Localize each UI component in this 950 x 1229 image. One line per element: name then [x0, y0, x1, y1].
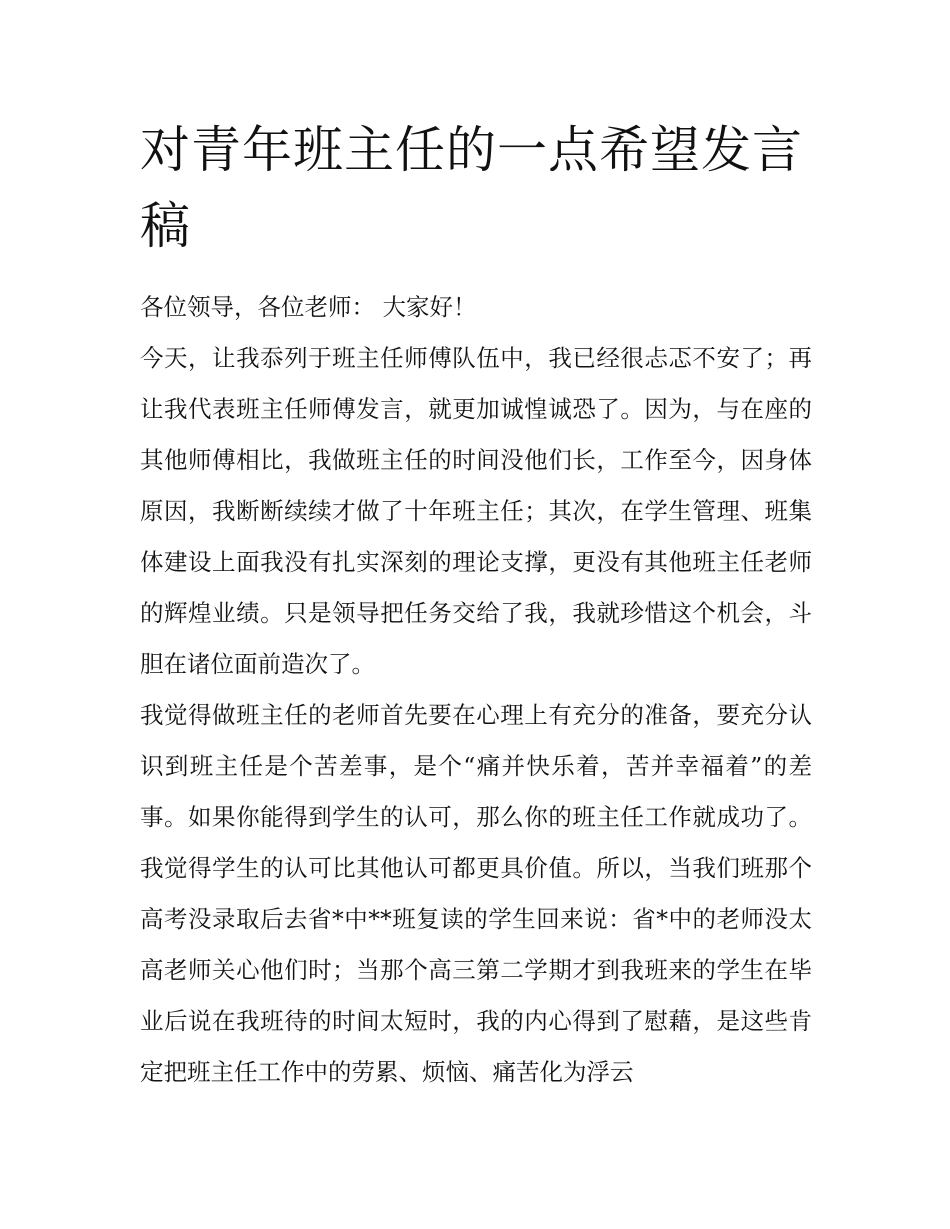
greeting-line: 各位领导，各位老师： 大家好！ — [140, 293, 477, 321]
body-paragraph-2: 我觉得做班主任的老师首先要在心理上有充分的准备，要充分认识到班主任是个苦差事，是个“痛并快乐着，苦并幸福着”的差事。如果你能得到学生的认可，那么你的班主任工作就成功了。我觉得学生的认可比其他认可都更具价值。所以，当我们班那个高考没录取后去省*中**班复读的学生回来说：省*中的老师没太高老师关心他们时；当那个高三第二学期才到我班来的学生在毕业后说在我班待的时间太短时，我的内心得到了慰藉，是这些肯定把班主任工作中的劳累、烦恼、痛苦化为浮云 — [140, 701, 812, 1086]
document-body — [140, 282, 812, 1098]
document-title: 对青年班主任的一点希望发言稿 — [140, 121, 803, 255]
body-paragraph-1: 今天，让我忝列于班主任师傅队伍中，我已经很忐忑不安了；再让我代表班主任师傅发言，就更加诚惶诚恐了。因为，与在座的其他师傅相比，我做班主任的时间没他们长，工作至今，因身体原因，我断断续续才做了十年班主任；其次，在学生管理、班集体建设上面我没有扎实深刻的理论支撑，更没有其他班主任老师的辉煌业绩。只是领导把任务交给了我，我就珍惜这个机会，斗胆在诸位面前造次了。 — [140, 344, 812, 678]
document-page — [140, 112, 812, 1098]
